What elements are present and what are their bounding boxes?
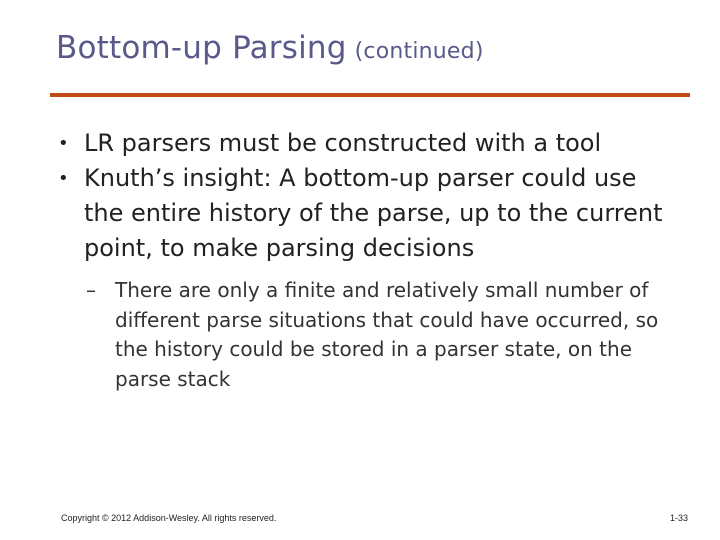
sub-bullet-text: There are only a finite and relatively small number of different parse situations that could have occurred, so the history could be stored in a parser state, on the parse stack (115, 278, 659, 391)
bullet-item (56, 161, 676, 266)
title-main: Bottom-up Parsing (56, 30, 347, 66)
bullet-text: Knuth’s insight: A bottom-up parser could use the entire history of the parse, up to the current point, to make parsing decisions (84, 164, 663, 262)
title-suffix: (continued) (354, 39, 484, 64)
slide-title (56, 30, 484, 66)
bullet-text: LR parsers must be constructed with a tool (84, 129, 602, 157)
sub-bullet-list (86, 276, 676, 394)
copyright-footer: Copyright © 2012 Addison-Wesley. All rights reserved. (61, 513, 277, 523)
bullet-marker: • (58, 168, 69, 189)
title-divider (50, 93, 690, 97)
bullet-marker: • (58, 133, 69, 154)
bullet-item (56, 126, 676, 161)
sub-bullet-marker: – (86, 278, 96, 302)
page-number: 1-33 (669, 513, 688, 523)
slide-body (56, 126, 676, 394)
sub-bullet-item (86, 276, 676, 394)
